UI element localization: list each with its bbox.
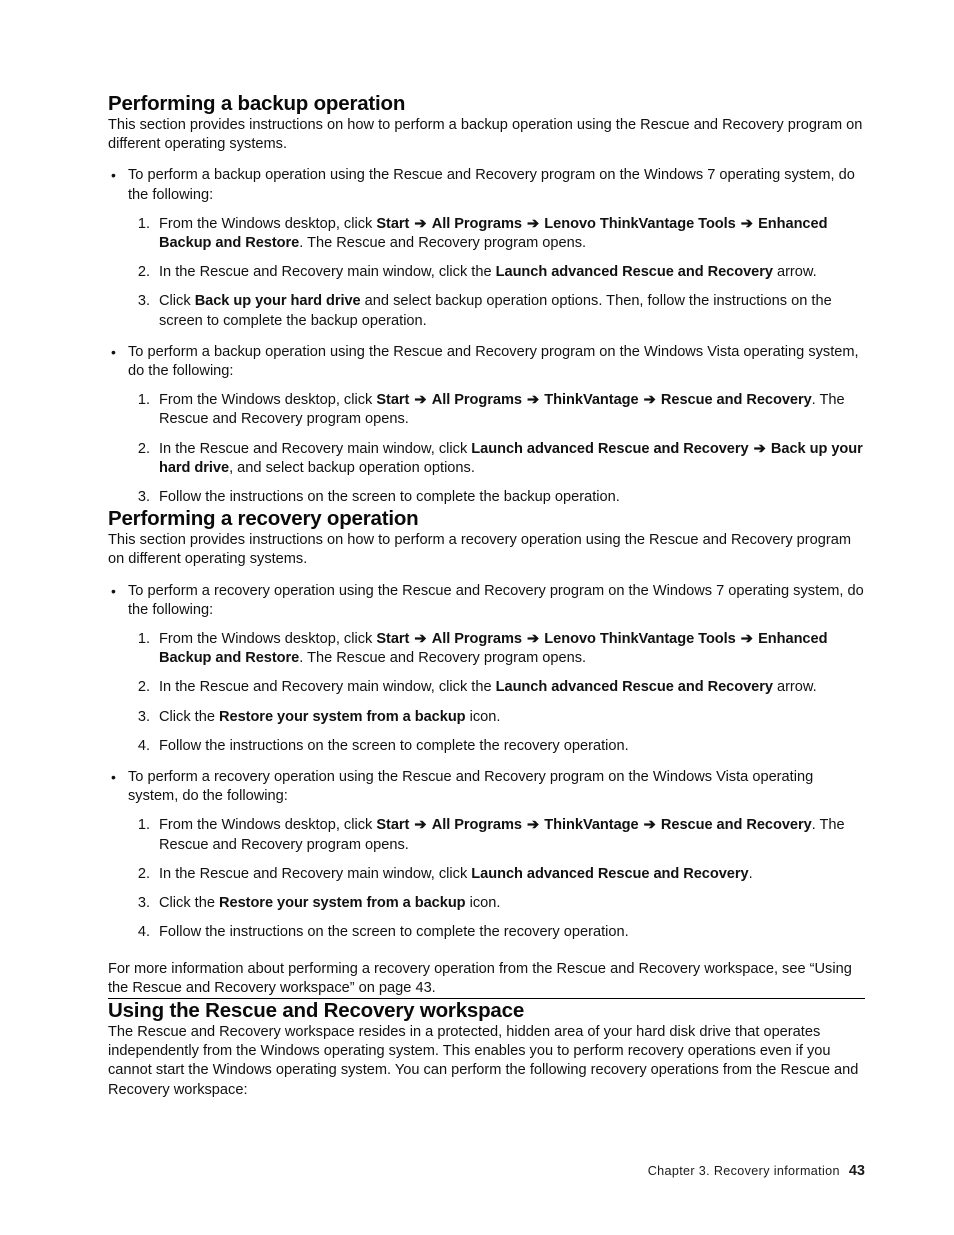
list-item [108, 166, 865, 330]
step-text: In the Rescue and Recovery main window, click [159, 865, 472, 882]
ui-path-label: Enhanced Backup and Restore [159, 215, 828, 252]
page-number: 43 [848, 1163, 865, 1179]
step-number: 3. [137, 293, 150, 310]
section-heading-recovery: Performing a recovery operation [108, 507, 419, 531]
step-text: . The Rescue and Recovery program opens. [299, 650, 587, 667]
ui-path-label: Restore your system from a backup [219, 708, 466, 725]
ui-path-label: Enhanced Backup and Restore [159, 631, 828, 667]
step-number: 4. [137, 924, 150, 941]
bullet-lead-text: To perform a recovery operation using the Rescue and Recovery program on the Windows Vista operating system, do the following: [128, 769, 814, 805]
arrow-icon: ➔ [522, 631, 544, 648]
section-heading-workspace: Using the Rescue and Recovery workspace [108, 998, 525, 1022]
step-text: , and select backup operation options. [229, 459, 475, 476]
list-item [108, 768, 865, 942]
ui-path-label: Start [376, 817, 410, 834]
page-footer [0, 1163, 954, 1179]
page-content [108, 92, 865, 1100]
arrow-icon: ➔ [410, 631, 431, 648]
bullet-list-recovery [108, 582, 865, 943]
step-text: From the Windows desktop, click [159, 392, 377, 409]
ui-path-label: All Programs [431, 215, 522, 232]
step-text: Follow the instructions on the screen to complete the recovery operation. [159, 737, 629, 754]
step-number: 1. [137, 215, 150, 232]
arrow-icon: ➔ [522, 215, 544, 232]
step-number: 1. [137, 817, 150, 834]
ui-path-label: Start [376, 392, 410, 409]
ui-path-label: Lenovo ThinkVantage Tools [544, 631, 736, 648]
section-intro-backup: This section provides instructions on how to perform a backup operation using the Rescue and Recovery program on different operating systems. [108, 117, 863, 153]
section-heading-backup: Performing a backup operation [108, 92, 406, 115]
step-text: . The Rescue and Recovery program opens. [159, 817, 845, 853]
section-intro-workspace: The Rescue and Recovery workspace resides in a protected, hidden area of your hard disk drive that operates independently from the Windows operating system. This enables you to perform recovery operations even if you cannot start the Windows operating system. You can perform the following recovery operations from the Rescue and Recovery workspace: [108, 1023, 859, 1098]
step-text: . The Rescue and Recovery program opens. [159, 392, 845, 428]
ui-path-label: Launch advanced Rescue and Recovery [495, 679, 773, 696]
ui-path-label: Rescue and Recovery [660, 817, 812, 834]
ui-path-label: ThinkVantage [544, 817, 639, 834]
step-text: Follow the instructions on the screen to complete the recovery operation. [159, 924, 629, 941]
step-number: 2. [137, 865, 150, 882]
arrow-icon: ➔ [410, 392, 431, 409]
ui-path-label: Rescue and Recovery [660, 392, 812, 409]
step-text: . [748, 865, 753, 882]
step-item [128, 263, 865, 282]
step-item [128, 708, 865, 727]
step-item [128, 737, 865, 756]
step-text: In the Rescue and Recovery main window, click the [159, 679, 496, 696]
step-number: 2. [137, 264, 150, 281]
bullet-lead-text: To perform a backup operation using the Rescue and Recovery program on the Windows 7 operating system, do the following: [128, 167, 855, 203]
step-item [128, 630, 865, 668]
arrow-icon: ➔ [410, 817, 431, 834]
ui-path-label: All Programs [431, 392, 522, 409]
step-text: icon. [465, 708, 501, 725]
list-item [108, 343, 865, 507]
step-item [128, 816, 865, 854]
arrow-icon: ➔ [410, 215, 431, 232]
step-number: 3. [137, 895, 150, 912]
arrow-icon: ➔ [749, 440, 770, 457]
step-number: 2. [137, 440, 150, 457]
bullet-lead-text: To perform a backup operation using the Rescue and Recovery program on the Windows Vista operating system, do the following: [128, 343, 859, 380]
step-text: and select backup operation options. Then, follow the instructions on the screen to complete the backup operation. [159, 293, 832, 329]
step-item [128, 292, 865, 330]
ui-path-label: Start [376, 215, 410, 232]
step-text: . The Rescue and Recovery program opens. [299, 235, 587, 252]
ui-path-label: Launch advanced Rescue and Recovery [471, 865, 749, 882]
step-text: Click [159, 293, 195, 310]
arrow-icon: ➔ [639, 817, 660, 834]
arrow-icon: ➔ [639, 392, 660, 409]
ui-path-label: All Programs [431, 631, 522, 648]
step-text: Click the [159, 708, 220, 725]
ui-path-label: Restore your system from a backup [219, 895, 466, 912]
step-number: 1. [137, 392, 150, 409]
footer-chapter-label: Chapter 3. Recovery information [647, 1164, 840, 1178]
step-list [128, 215, 865, 331]
arrow-icon: ➔ [522, 392, 544, 409]
step-item [128, 865, 865, 884]
list-item [108, 582, 865, 756]
step-text: In the Rescue and Recovery main window, click [159, 440, 472, 457]
ui-path-label: Launch advanced Rescue and Recovery [471, 440, 749, 457]
bullet-list-backup [108, 166, 865, 507]
ui-path-label: Back up your hard drive [194, 293, 361, 310]
step-text: From the Windows desktop, click [159, 215, 377, 232]
ui-path-label: Launch advanced Rescue and Recovery [495, 264, 773, 281]
ui-path-label: Back up your hard drive [159, 440, 863, 476]
step-number: 1. [137, 631, 150, 648]
step-item [128, 391, 865, 429]
step-number: 2. [137, 679, 150, 696]
step-number: 4. [137, 737, 150, 754]
step-item [128, 440, 865, 478]
step-list [128, 816, 865, 942]
ui-path-label: Lenovo ThinkVantage Tools [544, 215, 736, 232]
ui-path-label: All Programs [431, 817, 522, 834]
step-text: In the Rescue and Recovery main window, click the [159, 264, 496, 281]
step-item [128, 488, 865, 507]
cross-reference-paragraph: For more information about performing a recovery operation from the Rescue and Recovery workspace, see “Using the Rescue and Recovery workspace” on page 43. [108, 960, 852, 996]
arrow-icon: ➔ [736, 631, 758, 648]
bullet-lead-text: To perform a recovery operation using the Rescue and Recovery program on the Windows 7 operating system, do the following: [128, 582, 864, 618]
step-text: arrow. [772, 264, 817, 281]
ui-path-label: ThinkVantage [544, 392, 639, 409]
step-text: From the Windows desktop, click [159, 631, 377, 648]
step-item [128, 894, 865, 913]
step-text: icon. [465, 895, 501, 912]
step-text: From the Windows desktop, click [159, 817, 377, 834]
ui-path-label: Start [376, 631, 410, 648]
step-text: Click the [159, 895, 220, 912]
step-number: 3. [137, 489, 150, 506]
step-list [128, 391, 865, 507]
step-item [128, 215, 865, 253]
step-list [128, 630, 865, 756]
arrow-icon: ➔ [522, 817, 544, 834]
section-intro-recovery: This section provides instructions on how to perform a recovery operation using the Rescue and Recovery program on different operating systems. [108, 532, 852, 568]
step-item [128, 923, 865, 942]
step-number: 3. [137, 708, 150, 725]
arrow-icon: ➔ [736, 215, 758, 232]
step-item [128, 678, 865, 697]
step-text: arrow. [772, 679, 817, 696]
step-text: Follow the instructions on the screen to complete the backup operation. [159, 489, 620, 506]
